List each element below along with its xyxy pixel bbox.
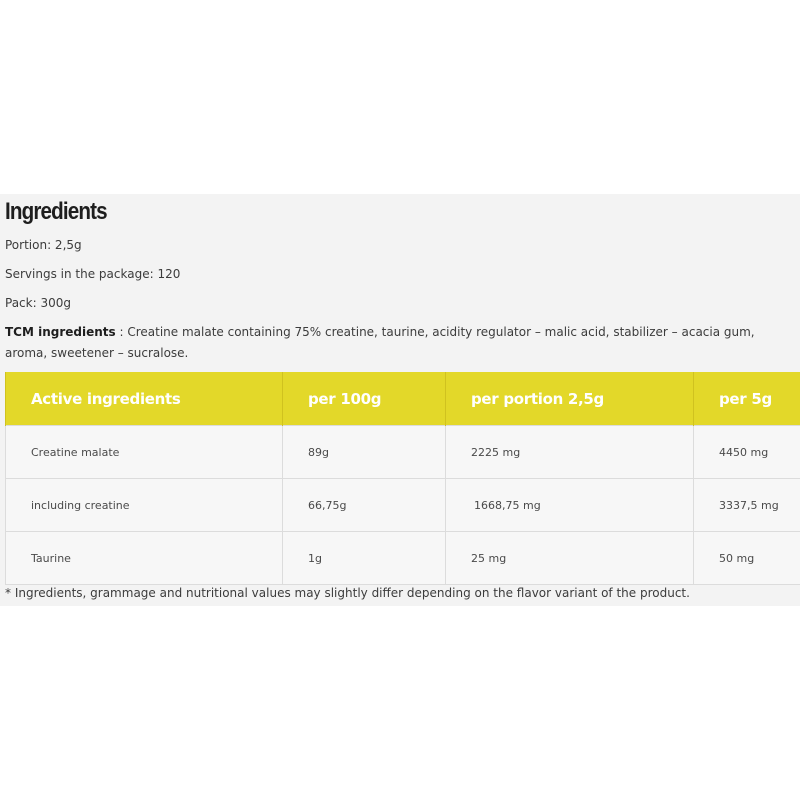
tcm-ingredients-text [5,322,795,364]
cell-per-5g: 50 mg [694,532,800,585]
cell-per-100g: 66,75g [283,479,446,532]
header-active-ingredients: Active ingredients [6,372,283,426]
active-ingredients-table [5,372,800,585]
cell-per-100g: 89g [283,426,446,479]
header-per-100g: per 100g [283,372,446,426]
table-row [6,426,800,479]
section-title: Ingredients [5,198,107,225]
cell-per-portion: 2225 mg [446,426,694,479]
footnote: * Ingredients, grammage and nutritional values may slightly differ depending on the flavor variant of the product. [5,586,690,600]
cell-per-portion: 1668,75 mg [446,479,694,532]
pack-text: Pack: 300g [5,296,71,310]
cell-ingredient: including creatine [6,479,283,532]
cell-per-5g: 3337,5 mg [694,479,800,532]
portion-text: Portion: 2,5g [5,238,82,252]
table-row [6,532,800,585]
header-per-portion: per portion 2,5g [446,372,694,426]
servings-text: Servings in the package: 120 [5,267,181,281]
tcm-description: : Creatine malate containing 75% creatine, taurine, acidity regulator – malic acid, stabilizer – acacia gum, aroma, sweetener – sucralose. [5,325,755,360]
cell-per-100g: 1g [283,532,446,585]
tcm-label: TCM ingredients [5,325,116,339]
header-per-5g: per 5g [694,372,800,426]
cell-ingredient: Creatine malate [6,426,283,479]
table-header-row [6,372,800,426]
cell-ingredient: Taurine [6,532,283,585]
table-row [6,479,800,532]
cell-per-5g: 4450 mg [694,426,800,479]
cell-per-portion: 25 mg [446,532,694,585]
